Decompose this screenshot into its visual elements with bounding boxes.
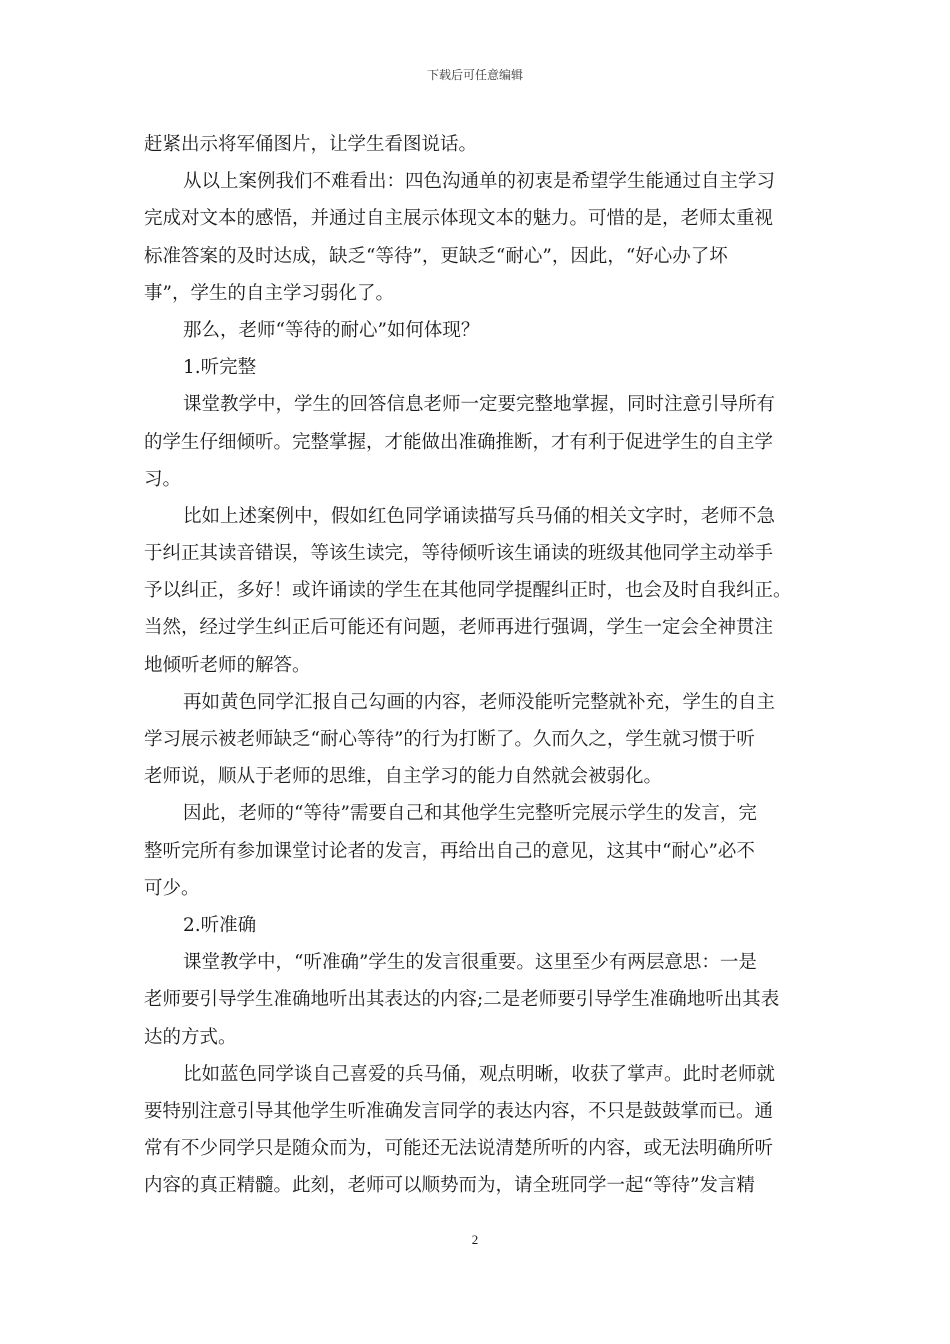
- text-line: 2.听准确: [183, 914, 257, 936]
- text-line: 要特别注意引导其他学生听准确发言同学的表达内容，不只是鼓鼓掌而已。通: [144, 1100, 774, 1122]
- text-line: 从以上案例我们不难看出：四色沟通单的初衷是希望学生能通过自主学习: [183, 171, 776, 193]
- text-line: 达的方式。: [144, 1026, 237, 1048]
- text-line: 课堂教学中，“听准确”学生的发言很重要。这里至少有两层意思：一是: [183, 952, 757, 974]
- text-line: 课堂教学中，学生的回答信息老师一定要完整地掌握，同时注意引导所有: [183, 394, 776, 416]
- text-line: 标准答案的及时达成，缺乏“等待”，更缺乏“耐心”，因此，“好心办了坏: [144, 245, 728, 267]
- text-line: 那么，老师“等待的耐心”如何体现？: [183, 319, 480, 341]
- text-line: 常有不少同学只是随众而为，可能还无法说清楚所听的内容，或无法明确所听: [144, 1138, 774, 1160]
- text-line: 比如上述案例中，假如红色同学诵读描写兵马俑的相关文字时，老师不急: [183, 505, 776, 527]
- text-line: 当然，经过学生纠正后可能还有问题，老师再进行强调，学生一定会全神贯注: [144, 617, 774, 639]
- text-line: 再如黄色同学汇报自己勾画的内容，老师没能听完整就补充，学生的自主: [183, 691, 776, 713]
- text-line: 可少。: [144, 877, 200, 899]
- text-line: 比如蓝色同学谈自己喜爱的兵马俑，观点明晰，收获了掌声。此时老师就: [183, 1063, 776, 1085]
- text-line: 老师要引导学生准确地听出其表达的内容;二是老师要引导学生准确地听出其表: [144, 989, 780, 1011]
- text-line: 予以纠正，多好！或许诵读的学生在其他同学提醒纠正时，也会及时自我纠正。: [144, 580, 792, 602]
- text-line: 内容的真正精髓。此刻，老师可以顺势而为，请全班同学一起“等待”发言精: [144, 1175, 755, 1197]
- text-line: 学习展示被老师缺乏“耐心等待”的行为打断了。久而久之，学生就习惯于听: [144, 729, 755, 750]
- text-line: 于纠正其读音错误，等该生读完，等待倾听该生诵读的班级其他同学主动举手: [144, 543, 774, 565]
- text-line: 完成对文本的感悟，并通过自主展示体现文本的魅力。可惜的是，老师太重视: [144, 208, 774, 230]
- text-line: 的学生仔细倾听。完整掌握，才能做出准确推断，才有利于促进学生的自主学: [144, 431, 774, 453]
- text-line: 事”，学生的自主学习弱化了。: [144, 282, 394, 304]
- text-line: 整听完所有参加课堂讨论者的发言，再给出自己的意见，这其中“耐心”必不: [144, 840, 755, 862]
- text-line: 习。: [144, 468, 182, 490]
- text-line: 地倾听老师的解答。: [144, 654, 311, 676]
- text-line: 1.听完整: [183, 357, 257, 379]
- text-line: 赶紧出示将军俑图片，让学生看图说话。: [144, 134, 478, 155]
- page-number: 2: [471, 1232, 479, 1247]
- page-header: 下载后可任意编辑: [426, 68, 523, 82]
- text-line: 因此，老师的“等待”需要自己和其他学生完整听完展示学生的发言，完: [183, 803, 757, 825]
- text-line: 老师说，顺从于老师的思维，自主学习的能力自然就会被弱化。: [144, 766, 663, 788]
- body-text: [144, 126, 808, 1204]
